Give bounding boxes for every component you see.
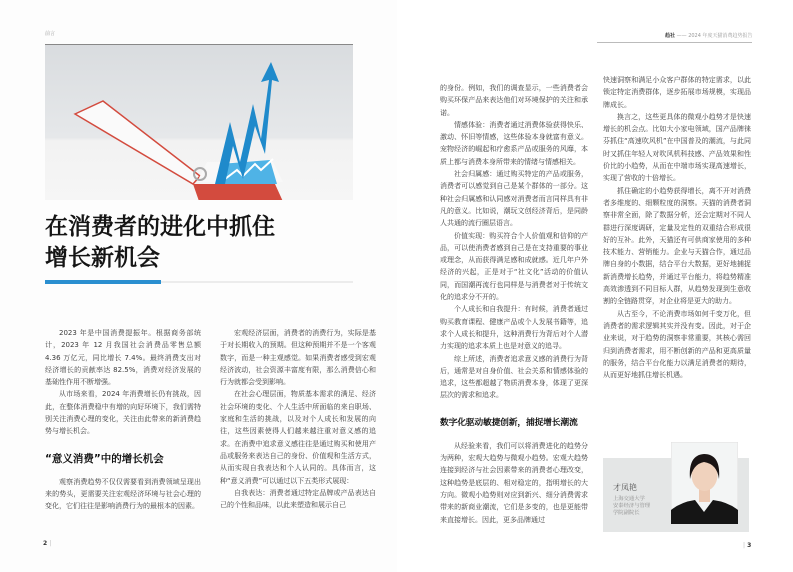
section-heading: 数字化驱动敏捷创新，捕捉增长潮流 — [440, 417, 578, 428]
running-head: 前言 — [45, 31, 56, 37]
paragraph: 快速洞察和满足小众客户群体的特定需求，以此锁定特定消费群体，逐步拓展市场规模，实现品牌成长。 — [603, 76, 751, 109]
running-head: 趋社 —— 2024 年度天猫消费趋势报告 — [665, 33, 753, 39]
paragraph: 价值实现：购买符合个人价值观和信仰的产品，可以使消费者感到自己是在支持重要的事业或理念，从而获得满足感和成就感。近几年户外经济的兴起，正是对于“社文化”活动的价值认同，而国潮再流行也同样是与消费者对于传统文化的追求分不开的。 — [440, 231, 588, 302]
author-affiliation: 上海交通大学 安泰经济与管理 学院副院长 — [613, 496, 651, 516]
author-photo — [671, 442, 738, 524]
paragraph: 自我表达：消费者通过特定品牌或产品表达自己的个性和品味，以此来塑造和展示自己 — [220, 488, 376, 510]
paragraph: 2023 年是中国消费提振年。根据商务部统计，2023 年 12 月我国社会消费品零售总额 4.36 万亿元，同比增长 7.4%。最终消费支出对经济增长的贡献率达 82.5%，消费对经济发展的基础性作用不断增强。 — [45, 329, 201, 387]
title-line-2: 增长新机会 — [45, 245, 160, 271]
right-column-2 — [603, 74, 751, 381]
paragraph: 的身份。例如，我们的调查显示，一些消费者会购买环保产品来表达他们对环境保护的关注和承诺。 — [440, 84, 588, 117]
paragraph: 在社会心理层面，物质基本需求的满足、经济社会环境的变化、个人生活中所面临的来自职场、家庭和生活的挑战，以及对个人成长和发展的向往，这些因素使得人们越来越注重对意义感的追求。在消费中追求意义感往往是通过购买和使用产品或服务来表达自己的身份、价值观和生活方式，从而实现自我表达和个人认同的。具体而言，这种“意义消费”可以通过以下五类形式展现： — [220, 390, 376, 485]
paragraph: 综上所述，消费者追求意义感的消费行为背后，通常是对自身价值、社会关系和情感体验的追求，这些都超越了物质消费本身，体现了更深层次的需求和追求。 — [440, 354, 588, 400]
paragraph: 从经验来看，我们可以将消费进化的趋势分为两种，宏观大趋势与微观小趋势。宏观大趋势连接到经济与社会因素带来的消费者心理改变，这种趋势是底层的、相对稳定的，指明增长的大方向。微观小趋势则对应到新兴、细分消费需求带来的新商业潮流，它们是多变的，也是更能带来直接增长。因此，更多品牌通过 — [440, 441, 588, 524]
left-column-1 — [45, 327, 201, 513]
page-title — [45, 212, 275, 274]
paragraph: 个人成长和自我提升：有时候，消费者通过购买教育课程、健康产品或个人发展书籍等，追求个人成长和提升，这种消费行为背后对个人潜力实现的追求本质上也是对意义的追寻。 — [440, 305, 588, 351]
paragraph: 观察消费趋势不仅仅需要看到消费领域呈现出来的势头，更需要关注宏观经济环境与社会心理的变化，它们往往是影响消费行为的最根本的因素。 — [45, 477, 201, 511]
paragraph: 换言之，这些更具体的微观小趋势才是快速增长的机会点。比如大小家电领域，国产品牌徕芬抓住“高速吹风机”在中国普及的潮流，与此同时又抓住年轻人对吹风机科技感、产品效果和性价比的小趋势，从而在中端市场实现高速增长，实现了营收的十倍增长。 — [603, 112, 751, 183]
author-name: 才凤艳 — [613, 483, 637, 492]
paragraph: 宏观经济层面，消费者的消费行为，实际是基于对长期收入的预期。但这种预期并不是一个客观数字，而是一种主观感觉。如果消费者感受到宏观经济波动，社会资源丰富度有限，那么消费信心和行为就都会受到影响。 — [220, 329, 376, 387]
section-heading: “意义消费”中的增长机会 — [45, 452, 164, 465]
title-accent-bar — [45, 280, 161, 284]
right-page — [397, 0, 793, 572]
left-column-2 — [220, 327, 376, 511]
page-number: 2 | — [43, 540, 52, 547]
paragraph: 抓住确定的小趋势获得增长，离不开对消费者多维度的、细颗粒度的洞察。天猫的消费者洞察非常全面，除了数据分析，还会定期对不同人群进行深度调研，定量及定性的双重结合形成很好的互补。此外，天猫还有可供商家使用的多种技术能力、营销能力。企业与天猫合作，通过品牌自身的小数据，结合平台大数据，更好地捕捉新消费增长趋势，并通过平台能力，将趋势精准高效渗透到不同目标人群，从趋势发现到生意收割的全链路贯穿，对企业将是更大的助力。 — [603, 186, 751, 306]
page-number: | 3 — [743, 542, 752, 549]
title-line-1: 在消费者的进化中抓住 — [45, 214, 275, 240]
paragraph: 社会归属感：通过购买特定的产品或服务，消费者可以感觉到自己是某个群体的一部分。这种社会归属感和认同感对消费者而言同样具有非凡的意义。比如说，潮玩文创经济背后，是同龄人共通的流行圈层语言。 — [440, 170, 588, 228]
hero-image — [45, 44, 353, 200]
paragraph: 情感体验：消费者通过消费体验获得快乐、激动、怀旧等情感，这些体验本身就富有意义。宠物经济的崛起和疗愈系产品或服务的风靡，本质上都与消费本身所带来的情绪与情感相关。 — [440, 120, 588, 166]
paragraph: 从市场来看，2024 年消费增长仍有挑战，因此，在整体消费稳中有增的向好环境下，我们需特别关注消费心理的变化，关注由此带来的新消费趋势与增长机会。 — [45, 390, 201, 436]
right-column-1 — [440, 82, 588, 526]
paragraph: 从古至今，不论消费市场如何千变万化，但消费者的需求逻辑其实并没有变。因此，对于企业来说，对于趋势的洞察非常重要，其核心需回归到消费者需求，用不断创新的产品和更高质量的服务，结合平台化能力以满足消费者的期待，从而更好地抓住增长机遇。 — [603, 309, 751, 380]
header-rule — [597, 42, 752, 43]
